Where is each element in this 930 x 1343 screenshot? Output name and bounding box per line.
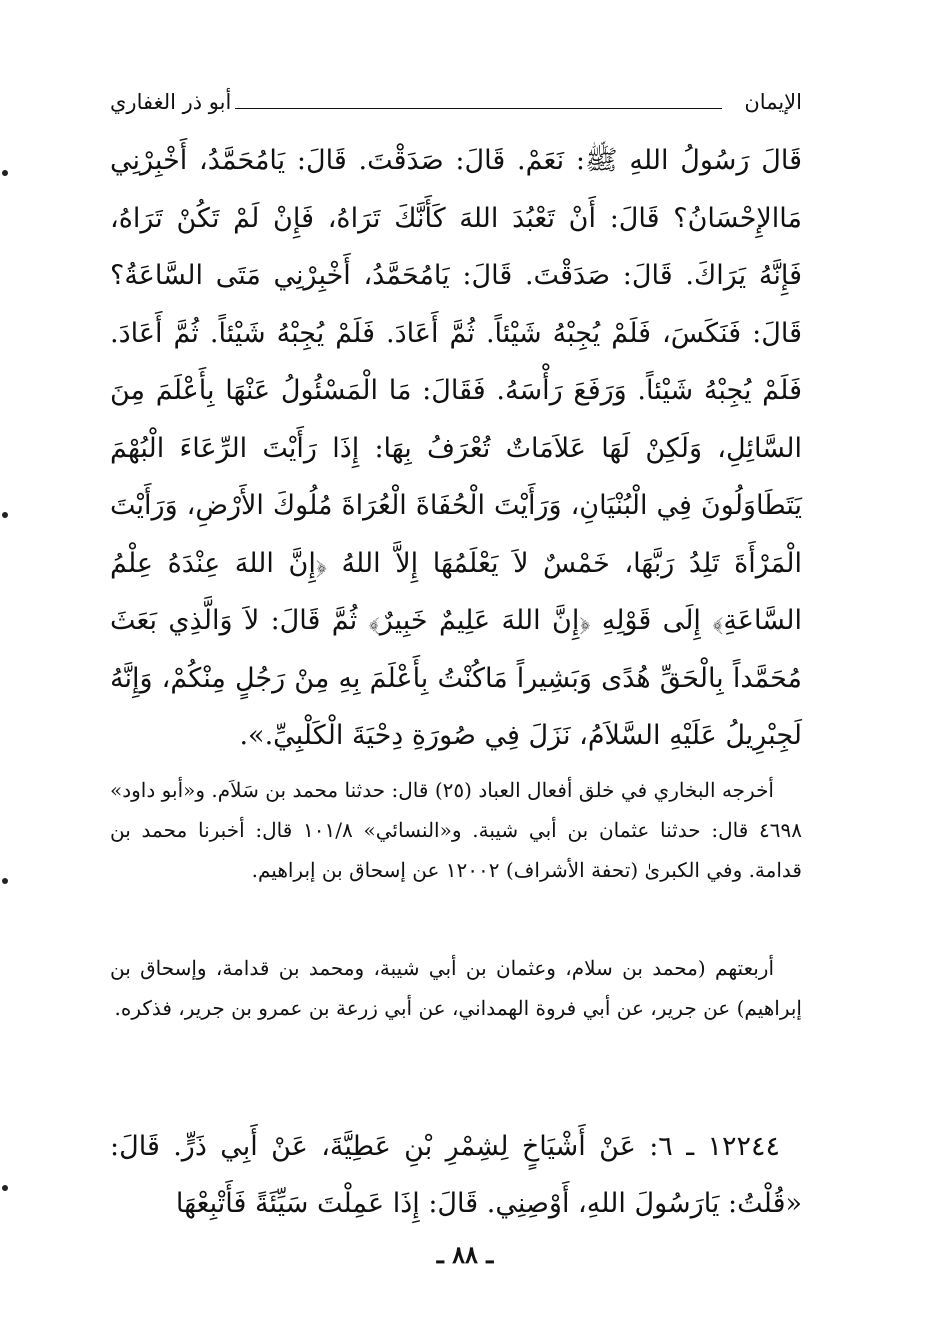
takhrij-text-2: أربعتهم (محمد بن سلام، وعثمان بن أبي شيبة، ومحمد بن قدامة، وإسحاق بن إبراهيم) عن جرير، عن أبي فروة الهمداني، عن أبي زرعة بن عمرو بن جرير، فذكره. bbox=[110, 956, 802, 1020]
scan-edge-mark bbox=[2, 170, 8, 176]
scan-edge-mark bbox=[2, 1185, 8, 1191]
header-author-name: أبو ذر الغفاري bbox=[110, 90, 232, 114]
takhrij-note-2 bbox=[110, 948, 802, 1028]
running-header bbox=[110, 88, 802, 122]
header-chapter-title: الإيمان bbox=[744, 90, 802, 114]
scan-edge-mark bbox=[2, 878, 8, 884]
scan-edge-mark bbox=[2, 512, 8, 518]
takhrij-text-1: أخرجه البخاري في خلق أفعال العباد (٢٥) قال: حدثنا محمد بن سَلاَم. و«أبو داود» ٤٦٩٨ قال: حدثنا عثمان بن أبي شيبة. و«النسائي» ١٠١/٨ قال: أخبرنا محمد بن قدامة. وفي الكبرىٰ (تحفة الأشراف) ١٢٠٠٢ عن إسحاق بن إبراهيم. bbox=[110, 778, 802, 882]
hadith-text: قَالَ رَسُولُ اللهِ ﷺ: نَعَمْ. قَالَ: صَدَقْتَ. قَالَ: يَامُحَمَّدُ، أَخْبِرْنِي مَاالإِحْسَانُ؟ قَالَ: أَنْ تَعْبُدَ اللهَ كَأَنَّكَ تَرَاهُ، فَإِنْ لَمْ تَكُنْ تَرَاهُ، فَإِنَّهُ يَرَاكَ. قَالَ: صَدَقْتَ. قَالَ: يَامُحَمَّدُ، أَخْبِرْنِي مَتَى السَّاعَةُ؟ قَالَ: فَنَكَسَ، فَلَمْ يُجِبْهُ شَيْئاً. ثُمَّ أَعَادَ. فَلَمْ يُجِبْهُ شَيْئاً. ثُمَّ أَعَادَ. فَلَمْ يُجِبْهُ شَيْئاً. وَرَفَعَ رَأْسَهُ. فَقَالَ: مَا الْمَسْئُولُ عَنْهَا بِأَعْلَمَ مِنَ السَّائِلِ، وَلَكِنْ لَهَا عَلاَمَاتٌ تُعْرَفُ بِهَا: إِذَا رَأَيْتَ الرِّعَاءَ الْبُهْمَ يَتَطَاوَلُونَ فِي الْبُنْيَانِ، وَرَأَيْتَ الْحُفَاةَ الْعُرَاةَ مُلُوكَ الأَرْضِ، وَرَأَيْتَ الْمَرْأَةَ تَلِدُ رَبَّهَا، خَمْسٌ لاَ يَعْلَمُهَا إِلاَّ اللهُ ﴿إِنَّ اللهَ عِنْدَهُ عِلْمُ السَّاعَةِ﴾ إِلَى قَوْلِهِ ﴿إِنَّ اللهَ عَلِيمٌ خَبِيرٌ﴾ ثُمَّ قَالَ: لاَ وَالَّذِي بَعَثَ مُحَمَّداً بِالْحَقِّ هُدًى وَبَشِيراً مَاكُنْتُ بِأَعْلَمَ بِهِ مِنْ رَجُلٍ مِنْكُمْ، وَإِنَّهُ لَجِبْرِيلُ عَلَيْهِ السَّلاَمُ، نَزَلَ فِي صُورَةِ دِحْيَةَ الْكَلْبِيِّ.». bbox=[110, 145, 802, 751]
takhrij-note-1 bbox=[110, 770, 802, 890]
header-rule bbox=[235, 108, 722, 109]
next-hadith bbox=[110, 1118, 802, 1232]
next-hadith-text: ١٢٢٤٤ ـ ٦: عَنْ أَشْيَاخٍ لِشِمْرِ بْنِ عَطِيَّةَ، عَنْ أَبِي ذَرٍّ. قَالَ: «قُلْتُ: يَارَسُولَ اللهِ، أَوْصِنِي. قَالَ: إِذَا عَمِلْتَ سَيِّئَةً فَأَتْبِعْهَا bbox=[110, 1131, 802, 1219]
page-number: ـ ٨٨ ـ bbox=[436, 1240, 494, 1269]
hadith-body bbox=[110, 132, 802, 765]
